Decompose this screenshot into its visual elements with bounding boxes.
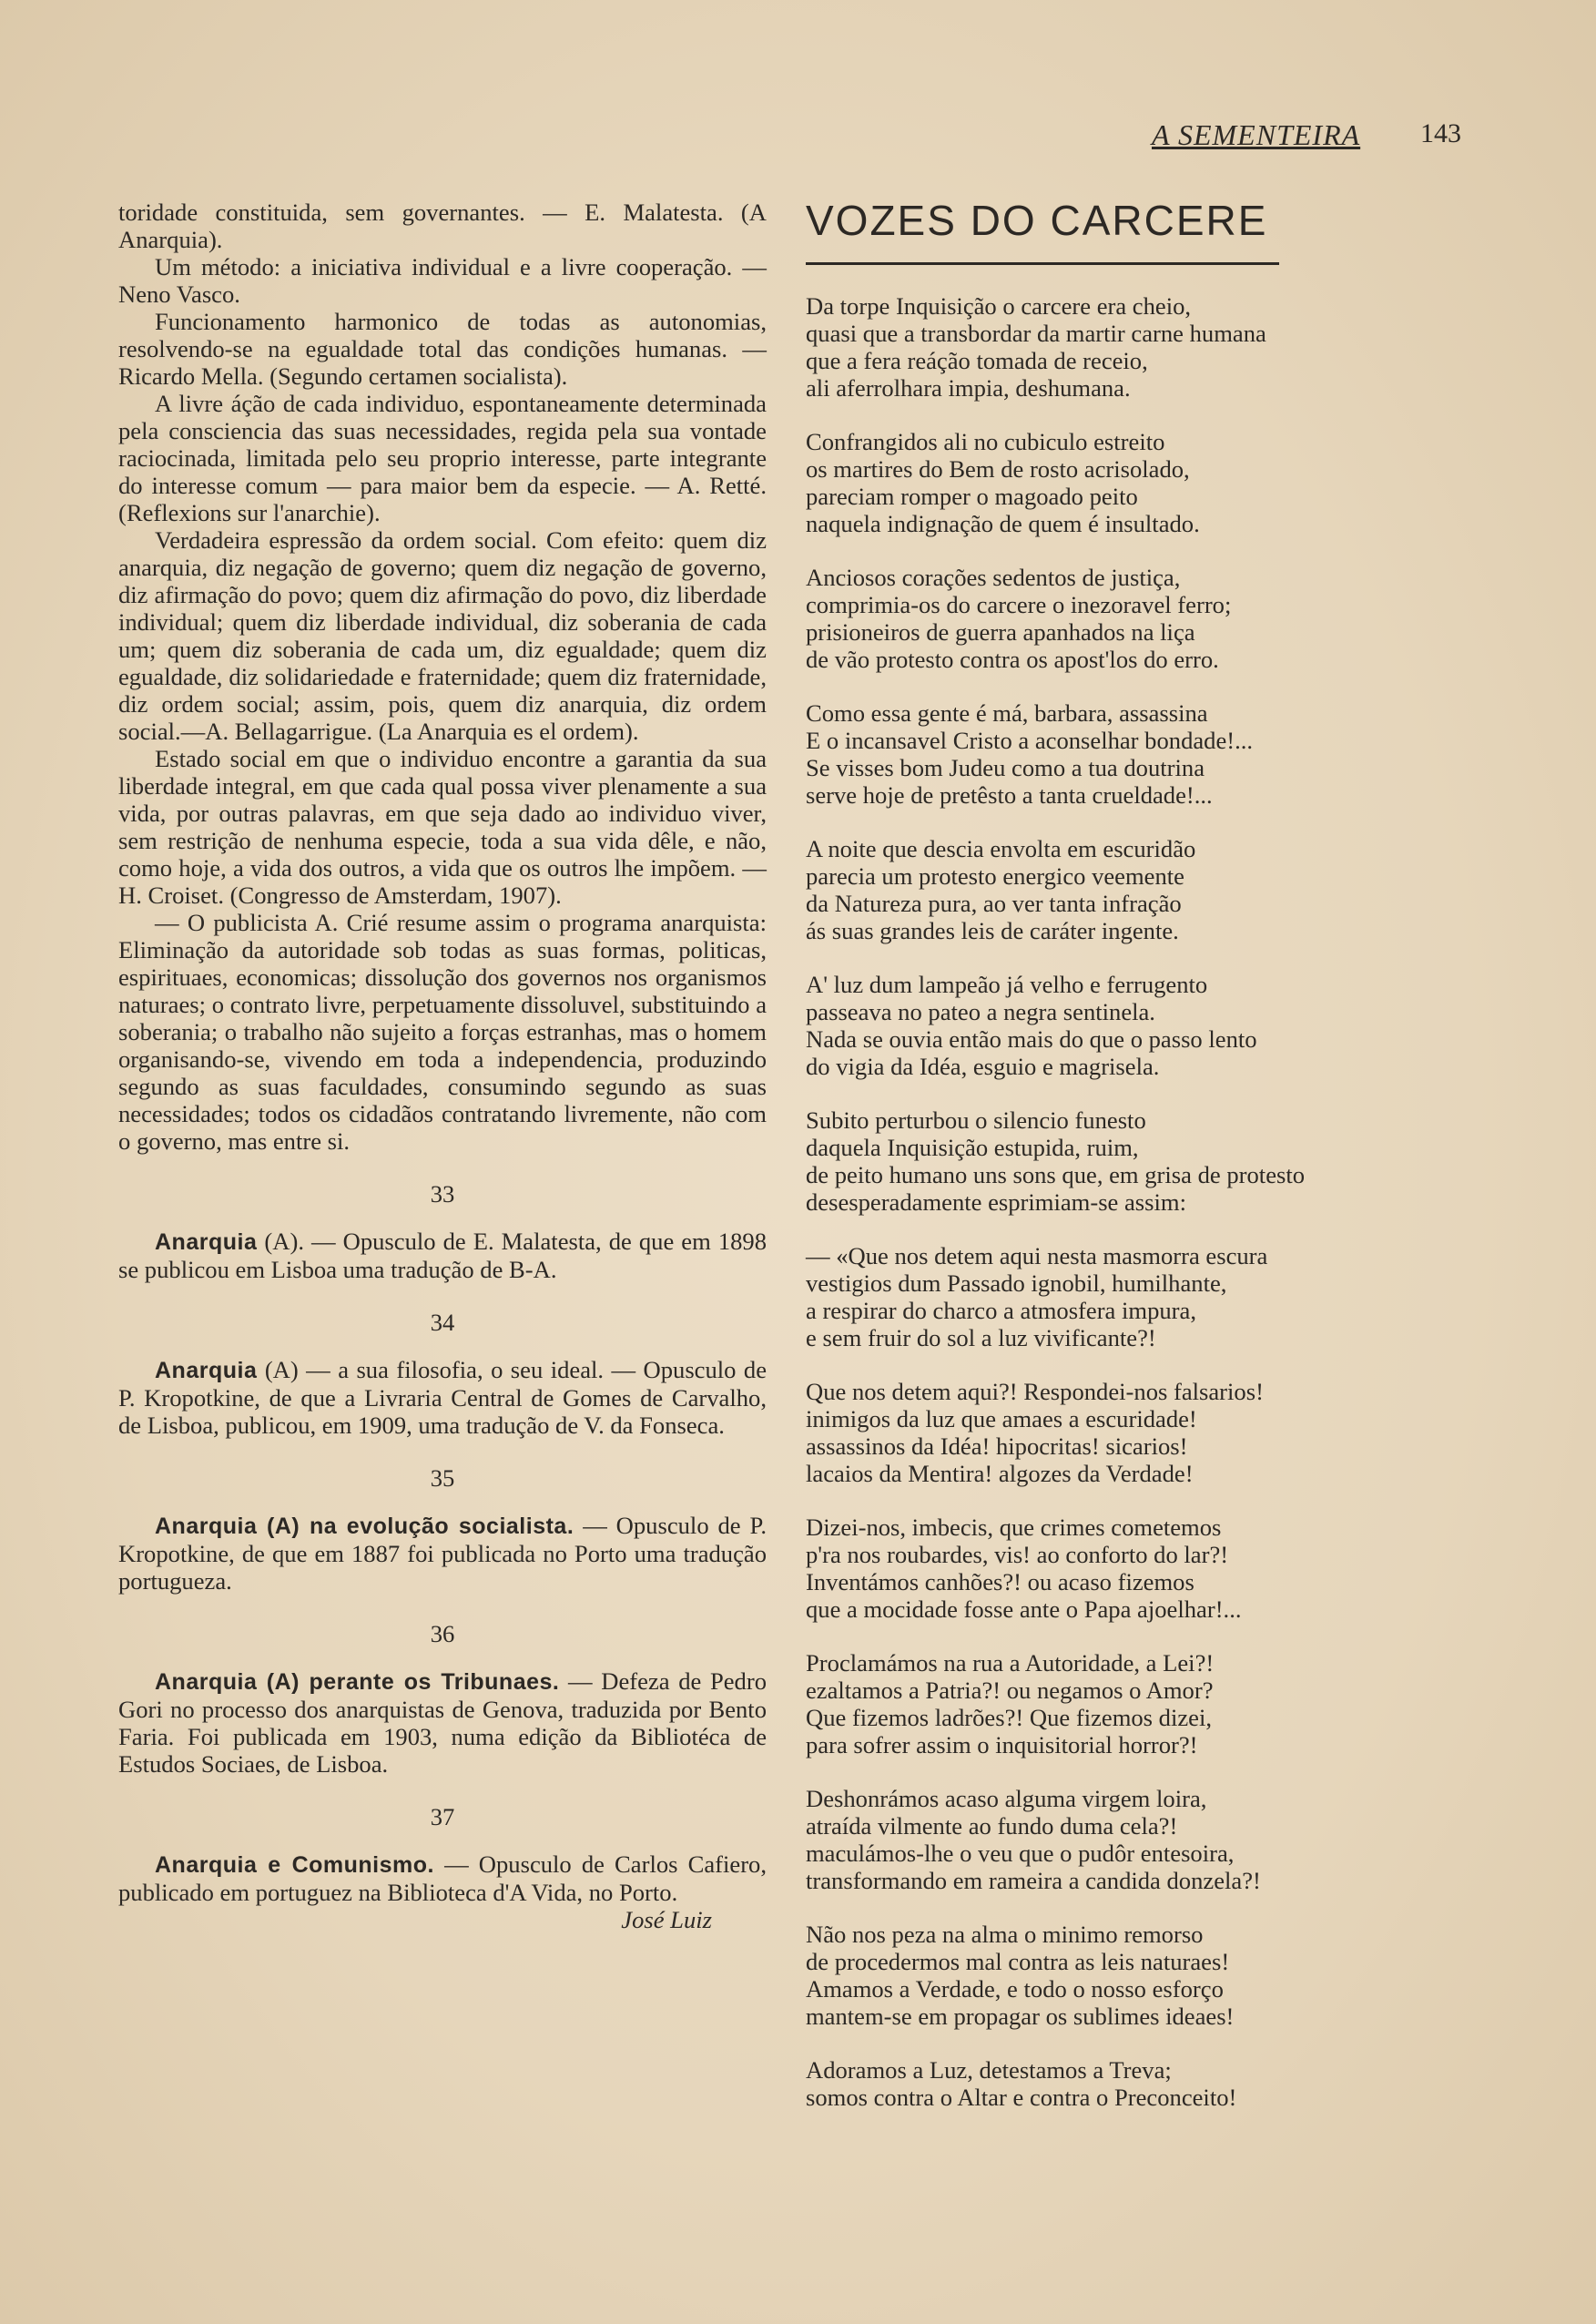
poem-stanza	[806, 1378, 1461, 1487]
entry-text: — Opusculo de P. Kropotkine, de que em 1887 foi publicada no Porto uma tradução portugueza.	[118, 1512, 767, 1595]
poem-line: Como essa gente é má, barbara, assassina	[806, 699, 1208, 727]
paragraph: Verdadeira espressão da ordem social. Com efeito: quem diz anarquia, diz negação de governo; quem diz negação de governo, diz afirmação do povo; quem diz afirmação do povo, diz liberdade individual; quem diz liberdade individual, diz soberania de cada um; quem diz soberania de cada um, diz egualdade; quem diz egualdade, diz solidariedade e fraternidade; quem diz fraternidade, diz ordem social; assim, pois, quem diz anarquia, diz ordem social.—A. Bellagarrigue. (La Anarquia es el ordem).	[118, 526, 767, 745]
poem-line: somos contra o Altar e contra o Preconceito!	[806, 2084, 1237, 2111]
entry-number: 35	[430, 1464, 455, 1492]
poem-line: lacaios da Mentira! algozes da Verdade!	[806, 1460, 1194, 1487]
poem-line: para sofrer assim o inquisitorial horror?!	[806, 1731, 1198, 1758]
poem-stanza	[806, 835, 1461, 944]
poem-line: Proclamámos na rua a Autoridade, a Lei?!	[806, 1649, 1215, 1677]
poem-stanza	[806, 1514, 1461, 1623]
poem-line: serve hoje de pretêsto a tanta crueldade!...	[806, 781, 1213, 809]
poem-line: ás suas grandes leis de caráter ingente.	[806, 917, 1179, 944]
poem-line: — «Que nos detem aqui nesta masmorra escura	[806, 1242, 1268, 1269]
entry-text: — Defeza de Pedro Gori no processo dos anarquistas de Genova, traduzida por Bento Faria. Foi publicada em 1903, numa edição da Bibliotéca de Estudos Sociaes, de Lisboa.	[118, 1667, 767, 1778]
poem-line: Que fizemos ladrões?! Que fizemos dizei,	[806, 1704, 1213, 1731]
bibliography-entry	[118, 1512, 767, 1595]
poem-line: ezaltamos a Patria?! ou negamos o Amor?	[806, 1677, 1214, 1704]
entry-title: Anarquia (A) na evolução socialista.	[155, 1514, 574, 1539]
poem-line: assassinos da Idéa! hipocritas! sicarios!	[806, 1432, 1188, 1460]
poem-line: Da torpe Inquisição o carcere era cheio,	[806, 292, 1192, 320]
poem-line: que a fera reáção tomada de receio,	[806, 347, 1148, 374]
poem-line: Confrangidos ali no cubiculo estreito	[806, 428, 1165, 455]
paragraph: Um método: a iniciativa individual e a livre cooperação. — Neno Vasco.	[118, 253, 767, 308]
paragraph: toridade constituida, sem governantes. — E. Malatesta. (A Anarquia).	[118, 199, 767, 253]
poem-stanza	[806, 292, 1461, 402]
poem-line: Dizei-nos, imbecis, que crimes cometemos	[806, 1514, 1222, 1541]
poem-line: Inventámos canhões?! ou acaso fizemos	[806, 1568, 1194, 1595]
poem-stanza	[806, 699, 1461, 809]
paragraph: A livre áção de cada individuo, espontaneamente determinada pela consciencia das suas necessidades, regida pela sua vontade raciocinada, limitada pelo seu proprio interesse, parte integrante do interesse comum — para maior bem da especie. — A. Retté. (Reflexions sur l'anarchie).	[118, 390, 767, 526]
poem-line: e sem fruir do sol a luz vivificante?!	[806, 1324, 1156, 1351]
poem-line: passeava no pateo a negra sentinela.	[806, 998, 1155, 1025]
poem-line: comprimia-os do carcere o inezoravel ferro;	[806, 591, 1232, 618]
entry-title: Anarquia	[155, 1229, 258, 1255]
poem-line: Se visses bom Judeu como a tua doutrina	[806, 754, 1205, 781]
bibliography-entry	[118, 1228, 767, 1283]
poem-line: de vão protesto contra os apost'los do erro.	[806, 646, 1219, 673]
right-column	[806, 195, 1461, 2137]
poem-line: A noite que descia envolta em escuridão	[806, 835, 1196, 862]
entry-number: 34	[430, 1309, 455, 1336]
poem-stanza	[806, 1921, 1461, 2030]
poem-line: ali aferrolhara impia, deshumana.	[806, 374, 1131, 402]
poem-line: do vigia da Idéa, esguio e magrisela.	[806, 1053, 1160, 1080]
poem-line: que a mocidade fosse ante o Papa ajoelhar!...	[806, 1595, 1242, 1623]
poem-line: Amamos a Verdade, e todo o nosso esforço	[806, 1975, 1224, 2003]
poem-line: pareciam romper o magoado peito	[806, 483, 1138, 510]
poem-line: maculámos-lhe o veu que o pudôr entesoira,	[806, 1840, 1235, 1867]
poem-title: VOZES DO CARCERE	[806, 197, 1268, 244]
entry-text: — Opusculo de Carlos Cafiero, publicado em portuguez na Biblioteca d'A Vida, no Porto.	[118, 1850, 767, 1906]
poem-line: A' luz dum lampeão já velho e ferrugento	[806, 971, 1208, 998]
entry-number: 36	[430, 1620, 455, 1647]
paragraph: Funcionamento harmonico de todas as autonomias, resolvendo-se na egualdade total das condições humanas. — Ricardo Mella. (Segundo certamen socialista).	[118, 308, 767, 390]
poem-line: Deshonrámos acaso alguma virgem loira,	[806, 1785, 1207, 1812]
page-number: 143	[1420, 118, 1461, 148]
poem-line: inimigos da luz que amaes a escuridade!	[806, 1405, 1197, 1432]
entry-title: Anarquia	[155, 1358, 258, 1383]
poem-line: Subito perturbou o silencio funesto	[806, 1106, 1146, 1134]
poem-line: de procedermos mal contra as leis naturaes!	[806, 1948, 1230, 1975]
poem-stanza	[806, 428, 1461, 537]
poem-stanza	[806, 2056, 1461, 2111]
poem-line: de peito humano uns sons que, em grisa de protesto	[806, 1161, 1306, 1188]
paragraph: — O publicista A. Crié resume assim o programa anarquista: Eliminação da autoridade sob todas as suas formas, politicas, espirituaes, economicas; dissolução dos governos nos organismos naturaes; o contrato livre, perpetuamente dissoluvel, substituindo a soberania; o trabalho não sujeito a forças estranhas, mas o homem organisando-se, vivendo em toda a independencia, produzindo segundo as suas faculdades, consumindo segundo as suas necessidades; todos os cidadãos contratando livremente, não com o governo, mas entre si.	[118, 909, 767, 1155]
entry-number: 33	[430, 1180, 455, 1208]
poem-stanza	[806, 971, 1461, 1080]
bibliography-entry	[118, 1667, 767, 1778]
poem-stanza	[806, 1785, 1461, 1894]
bibliography-entry	[118, 1850, 767, 1906]
poem-body	[806, 292, 1461, 2111]
poem-line: prisioneiros de guerra apanhados na liça	[806, 618, 1195, 646]
poem-line: Que nos detem aqui?! Respondei-nos falsarios!	[806, 1378, 1264, 1405]
poem-stanza	[806, 1649, 1461, 1758]
poem-line: atraída vilmente ao fundo duma cela?!	[806, 1812, 1178, 1840]
poem-line: daquela Inquisição estupida, ruim,	[806, 1134, 1139, 1161]
poem-stanza	[806, 1242, 1461, 1351]
title-divider	[806, 262, 1279, 265]
journal-title: A SEMENTEIRA	[1152, 118, 1361, 151]
left-column	[118, 199, 767, 1933]
entry-text: (A). — Opusculo de E. Malatesta, de que em 1898 se publicou em Lisboa uma tradução de B-A.	[118, 1228, 768, 1283]
poem-line: Nada se ouvia então mais do que o passo lento	[806, 1025, 1257, 1053]
poem-line: a respirar do charco a atmosfera impura,	[806, 1297, 1196, 1324]
poem-stanza	[806, 1106, 1461, 1216]
paragraph: Estado social em que o individuo encontre a garantia da sua liberdade integral, em que cada qual possa viver plenamente a sua vida, por outras palavras, em que seja dado ao individuo viver, sem restrição de nenhuma especie, toda a sua vida dêle, e não, como hoje, a vida dos outros, a vida que os outros lhe impõem. — H. Croiset. (Congresso de Amsterdam, 1907).	[118, 745, 767, 909]
poem-line: transformando em rameira a candida donzela?!	[806, 1867, 1261, 1894]
poem-line: da Natureza pura, ao ver tanta infração	[806, 890, 1182, 917]
entry-title: Anarquia e Comunismo.	[155, 1852, 434, 1878]
poem-stanza	[806, 564, 1461, 673]
entry-title: Anarquia (A) perante os Tribunaes.	[155, 1669, 560, 1695]
poem-line: naquela indignação de quem é insultado.	[806, 510, 1200, 537]
poem-line: Não nos peza na alma o minimo remorso	[806, 1921, 1204, 1948]
poem-line: mantem-se em propagar os sublimes ideaes!	[806, 2003, 1235, 2030]
entry-text: (A) — a sua filosofia, o seu ideal. — Opusculo de P. Kropotkine, de que a Livraria Central de Gomes de Carvalho, de Lisboa, publicou, em 1909, uma tradução de V. da Fonseca.	[118, 1356, 767, 1439]
entry-number: 37	[430, 1803, 455, 1830]
poem-line: p'ra nos roubardes, vis! ao conforto do lar?!	[806, 1541, 1229, 1568]
poem-line: Adoramos a Luz, detestamos a Treva;	[806, 2056, 1172, 2084]
poem-line: Anciosos corações sedentos de justiça,	[806, 564, 1181, 591]
signature: José Luiz	[621, 1906, 712, 1933]
poem-line: os martires do Bem de rosto acrisolado,	[806, 455, 1190, 483]
poem-line: E o incansavel Cristo a aconselhar bondade!...	[806, 727, 1254, 754]
bibliography-entry	[118, 1356, 767, 1439]
poem-line: desesperadamente esprimiam-se assim:	[806, 1188, 1186, 1216]
page-header	[1152, 118, 1461, 155]
poem-line: quasi que a transbordar da martir carne humana	[806, 320, 1266, 347]
poem-line: parecia um protesto energico veemente	[806, 862, 1184, 890]
poem-line: vestigios dum Passado ignobil, humilhante,	[806, 1269, 1227, 1297]
